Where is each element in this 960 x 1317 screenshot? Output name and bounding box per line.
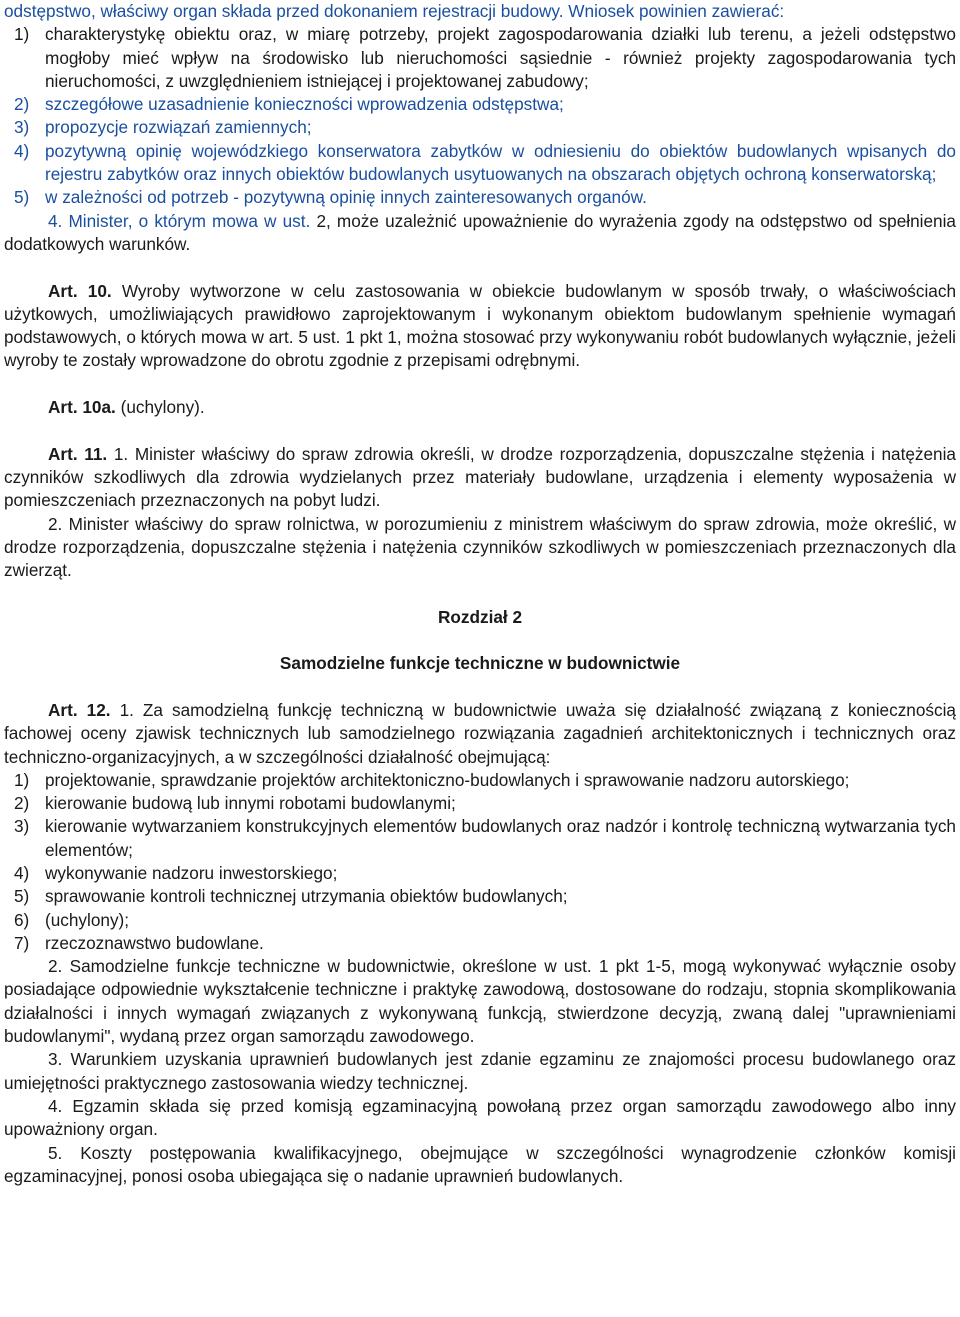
art12-p1-text: 1. Za samodzielną funkcję techniczną w budownictwie uważa się działalność związaną z koniecznością fachowej oceny zjawisk technicznych lub samodzielnego rozwiązania zagadnień architektonicznych i technicznych oraz techniczno-organizacyjnych, a w szczególności działalność obejmującą: (4, 699, 956, 767)
list-item (4, 885, 956, 908)
list-item-text: wykonywanie nadzoru inwestorskiego; (45, 862, 338, 883)
article-label: Art. 11. (48, 443, 108, 464)
list-item-number: 6) (14, 909, 30, 930)
art12-paragraph-5: 5. Koszty postępowania kwalifikacyjnego, obejmujące w szczególności wynagrodzenie członków komisji egzaminacyjnej, ponosi osoba ubiegająca się o nadanie uprawnień budowlanych. (4, 1142, 956, 1186)
list-item (4, 792, 956, 815)
list-item-number: 2) (14, 94, 30, 115)
list-item (4, 186, 956, 209)
art9-list (4, 23, 956, 209)
list-item-number: 5) (14, 886, 30, 907)
art12-paragraph-4: 4. Egzamin składa się przed komisją egzaminacyjną powołaną przez organ samorządu zawodowego albo inny upoważniony organ. (4, 1095, 956, 1140)
art10-paragraph (4, 280, 956, 373)
art11-paragraph-2 (4, 513, 956, 583)
list-item-number: 4) (14, 862, 30, 883)
list-item-number: 4) (14, 140, 30, 161)
list-item-text: projektowanie, sprawdzanie projektów architektoniczno-budowlanych i sprawowanie nadzoru autorskiego; (45, 769, 850, 790)
list-item-text: pozytywną opinię wojewódzkiego konserwatora zabytków w odniesieniu do obiektów budowlanych wpisanych do rejestru zabytków oraz innych obiektów budowlanych usytuowanych na obszarach objętych ochroną konserwatorską; (45, 140, 956, 185)
art9-p4-text: 2, może uzależnić upoważnienie do wyrażenia zgody na odstępstwo od spełnienia dodatkowych warunków. (4, 210, 956, 254)
spacer (4, 629, 956, 652)
art11-p2-text: 2. Minister właściwy do spraw rolnictwa, w porozumieniu z ministrem właściwym do spraw zdrowia, może określić, w drodze rozporządzenia, dopuszczalne stężenia i natężenia czynników szkodliwych w pomieszczeniach przeznaczonych dla zwierząt. (4, 513, 956, 581)
list-item-number: 1) (14, 769, 30, 790)
art12-paragraph-3: 3. Warunkiem uzyskania uprawnień budowlanych jest zdanie egzaminu ze znajomości procesu budowlanego oraz umiejętności praktycznego zastosowania wiedzy technicznej. (4, 1049, 956, 1093)
intro-text-blue: odstępstwo, właściwy organ składa przed dokonaniem rejestracji budowy. (4, 1, 564, 21)
list-item (4, 862, 956, 885)
list-item-number: 3) (14, 117, 30, 138)
art10a-paragraph (4, 396, 956, 419)
list-item (4, 23, 956, 93)
list-item-text: kierowanie budową lub innymi robotami budowlanymi; (45, 793, 456, 814)
list-item (4, 909, 956, 932)
intro-text-request: Wniosek powinien zawierać: (563, 1, 785, 21)
list-item-text: rzeczoznawstwo budowlane. (45, 932, 264, 953)
spacer (4, 256, 956, 279)
intro-paragraph (4, 0, 956, 23)
list-item-number: 5) (14, 187, 30, 208)
list-item (4, 93, 956, 116)
chapter-title: Samodzielne funkcje techniczne w budownictwie (279, 653, 681, 674)
list-item-number: 3) (14, 816, 30, 837)
art11-p1-text: 1. Minister właściwy do spraw zdrowia określi, w drodze rozporządzenia, dopuszczalne stężenia i natężenia czynników szkodliwych dla zdrowia wydzielanych przez materiały budowlane, urządzenia i elementy wyposażenia w pomieszczeniach przeznaczonych na pobyt ludzi. (4, 443, 956, 511)
list-item (4, 769, 956, 792)
list-item-text: w zależności od potrzeb - pozytywną opinię innych zainteresowanych organów. (45, 187, 647, 208)
list-item-text: (uchylony); (45, 909, 130, 930)
list-item-text: propozycje rozwiązań zamiennych; (45, 117, 312, 138)
art12-list (4, 769, 956, 955)
art10a-text: (uchylony). (115, 397, 205, 418)
art9-p4-blue: 4. Minister, o którym mowa w ust. (48, 210, 311, 231)
spacer (4, 419, 956, 442)
art12-paragraph-2: 2. Samodzielne funkcje techniczne w budownictwie, określone w ust. 1 pkt 1-5, mogą wykonywać wyłącznie osoby posiadające odpowiednie wykształcenie techniczne i praktykę zawodową, dostosowane do rodzaju, stopnia skomplikowania działalności i innych wymagań związanych z wykonywaną funkcją, stwierdzone decyzją, zwaną dalej "uprawnieniami budowlanymi", wydaną przez organ samorządu zawodowego. (4, 956, 956, 1047)
art12-paragraph-1 (4, 699, 956, 769)
list-item-number: 7) (14, 932, 30, 953)
article-label: Art. 12. (48, 699, 111, 720)
list-item-text: kierowanie wytwarzaniem konstrukcyjnych elementów budowlanych oraz nadzór i kontrolę techniczną wytwarzania tych elementów; (45, 816, 956, 860)
chapter-number: Rozdział 2 (437, 606, 523, 627)
list-item-number: 2) (14, 793, 30, 814)
list-item-text: szczegółowe uzasadnienie konieczności wprowadzenia odstępstwa; (45, 94, 564, 115)
article-label: Art. 10a. (48, 397, 116, 418)
list-item (4, 116, 956, 139)
list-item (4, 815, 956, 862)
spacer (4, 373, 956, 396)
spacer (4, 582, 956, 605)
list-item-text: charakterystykę obiektu oraz, w miarę potrzeby, projekt zagospodarowania działki lub terenu, a jeżeli odstępstwo mogłoby mieć wpływ na środowisko lub nieruchomości sąsiednie - również projekty zagospodarowania tych nieruchomości, z uwzględnieniem istniejącej i projektowanej zabudowy; (45, 24, 956, 91)
art11-paragraph-1 (4, 443, 956, 513)
spacer (4, 676, 956, 699)
list-item (4, 932, 956, 955)
art10-text: Wyroby wytworzone w celu zastosowania w obiekcie budowlanym w sposób trwały, o właściwościach użytkowych, umożliwiających prawidłowo zaprojektowanym i wykonanym obiektom budowlanym spełnienie wymagań podstawowych, o których mowa w art. 5 ust. 1 pkt 1, można stosować przy wykonywaniu robót budowlanych wyłącznie, jeżeli wyroby te zostały wprowadzone do obrotu zgodnie z przepisami odrębnymi. (4, 280, 956, 371)
art9-paragraph-4 (4, 210, 956, 257)
list-item (4, 140, 956, 187)
list-item-number: 1) (14, 24, 30, 45)
article-label: Art. 10. (48, 280, 112, 301)
list-item-text: sprawowanie kontroli technicznej utrzymania obiektów budowlanych; (45, 886, 568, 907)
